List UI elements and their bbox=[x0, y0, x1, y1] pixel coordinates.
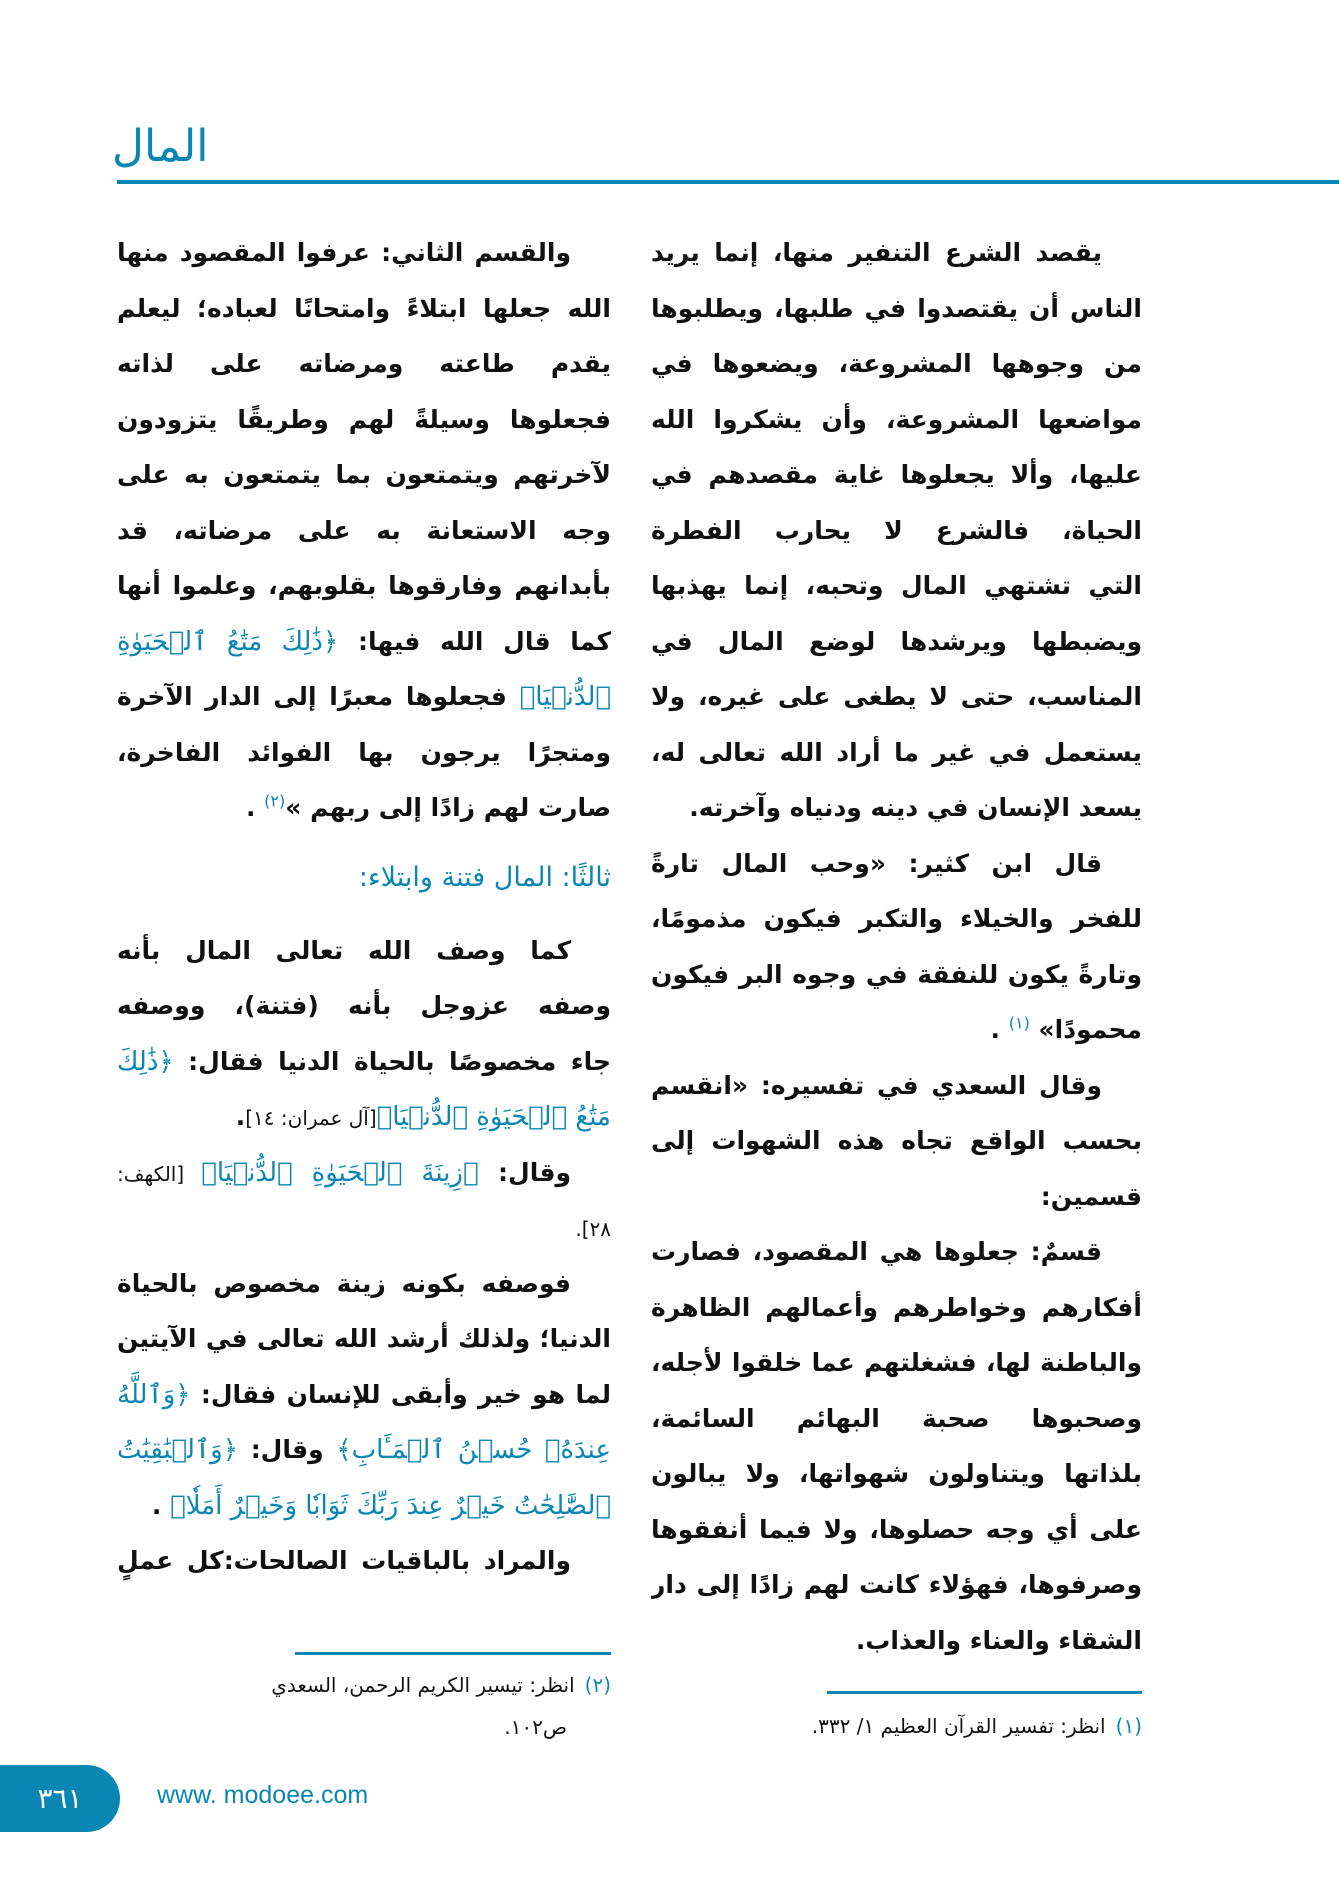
text-line bbox=[651, 891, 1142, 947]
text-line bbox=[651, 1113, 1142, 1169]
text-segment: فجعلوها وسيلةً لهم وطريقًا يتزودون bbox=[117, 404, 611, 434]
text-line bbox=[651, 1502, 1142, 1558]
footnote-2 bbox=[117, 1664, 611, 1748]
quran-verse: ٱلدُّنۡيَا﴾ bbox=[519, 682, 611, 712]
footnote-divider-right bbox=[827, 1691, 1142, 1694]
text-line bbox=[117, 669, 611, 725]
text-line bbox=[117, 1089, 611, 1145]
text-line bbox=[117, 447, 611, 503]
footnote-number: (٢) bbox=[584, 1673, 611, 1697]
text-segment: وجه الاستعانة به على مرضاته، قد bbox=[117, 515, 611, 545]
text-line bbox=[651, 1557, 1142, 1613]
text-segment: فجعلوها معبرًا إلى الدار الآخرة bbox=[117, 682, 520, 711]
text-line bbox=[651, 947, 1142, 1003]
text-segment: والقسم الثاني: عرفوا المقصود منها bbox=[117, 238, 571, 267]
text-segment: يستعمل في غير ما أراد الله تعالى له، bbox=[651, 737, 1142, 767]
text-line bbox=[117, 392, 611, 448]
text-line bbox=[651, 1446, 1142, 1502]
text-segment: على أي وجه حصلوها، ولا فيما أنفقوها bbox=[651, 1514, 1142, 1544]
text-line bbox=[651, 725, 1142, 781]
left-text-column bbox=[117, 225, 611, 1589]
text-line bbox=[117, 558, 611, 614]
text-segment: أفكارهم وخواطرهم وأعمالهم الظاهرة bbox=[651, 1292, 1142, 1322]
text-line bbox=[117, 780, 611, 836]
page-number-badge: ٣٦١ bbox=[0, 1765, 120, 1832]
text-segment: . bbox=[990, 1015, 1009, 1044]
text-segment: كما قال الله فيها: bbox=[338, 626, 611, 656]
text-line bbox=[117, 1367, 611, 1423]
text-segment: الناس أن يقتصدوا في طلبها، ويطلبوها bbox=[651, 293, 1142, 323]
text-line bbox=[117, 1200, 611, 1256]
text-segment: لآخرتهم ويتمتعون بما يتمتعون به على bbox=[117, 460, 611, 489]
footnote-divider-left bbox=[295, 1652, 611, 1655]
text-line bbox=[651, 669, 1142, 725]
text-segment: كما وصف الله تعالى المال بأنه bbox=[117, 935, 571, 965]
quran-verse: ﴿وَٱلۡبَٰقِيَٰتُ bbox=[117, 1435, 238, 1465]
text-segment: من وجوهها المشروعة، ويضعوها في bbox=[651, 349, 1142, 378]
text-segment: قال ابن كثير: «وحب المال تارةً bbox=[651, 848, 1102, 878]
text-segment: . bbox=[151, 1490, 171, 1520]
text-segment: . bbox=[245, 793, 265, 822]
text-segment: الله جعلها ابتلاءً وامتحانًا لعباده؛ ليعلم bbox=[117, 293, 611, 323]
website-link[interactable]: www. modoee.com bbox=[157, 1781, 369, 1809]
right-text-column bbox=[651, 225, 1142, 1668]
text-line bbox=[651, 836, 1142, 892]
text-line bbox=[651, 780, 1142, 836]
footnote-number: (١) bbox=[1115, 1714, 1142, 1738]
text-line bbox=[117, 1034, 611, 1090]
verse-citation: [آل عمران: ١٤] bbox=[245, 1106, 377, 1130]
text-segment: المناسب، حتى لا يطغى على غيره، ولا bbox=[651, 682, 1142, 711]
text-segment: ومتجرًا يرجون بها الفوائد الفاخرة، bbox=[117, 737, 611, 767]
text-line bbox=[651, 614, 1142, 670]
text-segment: لما هو خير وأبقى للإنسان فقال: bbox=[190, 1379, 611, 1409]
text-line bbox=[651, 558, 1142, 614]
text-segment: قسمٌ: جعلوها هي المقصود، فصارت bbox=[651, 1237, 1102, 1266]
text-line bbox=[651, 1002, 1142, 1058]
footnote-text-cont: ص١٠٢. bbox=[504, 1715, 567, 1739]
text-segment: عليها، وألا يجعلوها غاية مقصدهم في bbox=[651, 460, 1142, 489]
text-segment: وتارةً يكون للنفقة في وجوه البر فيكون bbox=[651, 959, 1142, 989]
text-line bbox=[651, 225, 1142, 281]
text-segment: وصفه عزوجل بأنه (فتنة)، ووصفه bbox=[117, 991, 611, 1020]
footnote-1 bbox=[622, 1705, 1142, 1747]
text-segment: جاء مخصوصًا بالحياة الدنيا فقال: bbox=[173, 1046, 611, 1076]
text-line bbox=[117, 1256, 611, 1312]
quran-verse: عِندَهُۥ حُسۡنُ ٱلۡمَـَٔابِ﴾ bbox=[336, 1435, 611, 1465]
text-segment: بلذاتها ويتناولون شهواتها، ولا يبالون bbox=[651, 1459, 1142, 1488]
text-line bbox=[117, 725, 611, 781]
text-segment: مواضعها المشروعة، وأن يشكروا الله bbox=[651, 404, 1142, 434]
text-line bbox=[117, 225, 611, 281]
text-segment: فوصفه بكونه زينة مخصوص بالحياة bbox=[117, 1268, 571, 1298]
section-heading: ثالثًا: المال فتنة وابتلاء: bbox=[358, 861, 611, 893]
text-segment: الشقاء والعناء والعذاب. bbox=[855, 1625, 1142, 1655]
text-segment: وقال: bbox=[237, 1435, 337, 1464]
text-segment: قسمين: bbox=[1040, 1181, 1142, 1211]
text-segment: يقدم طاعته ومرضاته على لذاته bbox=[117, 349, 611, 378]
header-divider bbox=[117, 180, 1339, 184]
footnote-reference: (١) bbox=[1008, 1013, 1030, 1033]
quran-verse: ﴿ذَٰلِكَ مَتَٰعُ ٱلۡحَيَوٰةِ bbox=[117, 626, 339, 657]
text-line bbox=[651, 1335, 1142, 1391]
chapter-title: المال bbox=[112, 121, 209, 172]
text-line bbox=[117, 923, 611, 979]
quran-verse: مَتَٰعُ ٱلۡحَيَوٰةِ ٱلدُّنۡيَا﴾ bbox=[376, 1102, 611, 1132]
footnote-reference: (٢) bbox=[264, 791, 286, 811]
text-line bbox=[651, 281, 1142, 337]
text-line bbox=[651, 392, 1142, 448]
text-segment: بحسب الواقع تجاه هذه الشهوات إلى bbox=[651, 1126, 1142, 1155]
text-line bbox=[117, 1478, 611, 1534]
text-line bbox=[651, 336, 1142, 392]
text-segment: الحياة، فالشرع لا يحارب الفطرة bbox=[651, 515, 1142, 545]
text-line bbox=[117, 614, 611, 670]
footnote-text: انظر: تيسير الكريم الرحمن، السعدي bbox=[271, 1673, 575, 1697]
quran-verse: ﴿زِينَةَ ٱلۡحَيَوٰةِ ٱلدُّنۡيَا﴾ bbox=[201, 1157, 479, 1188]
verse-citation: [الكهف: bbox=[117, 1161, 202, 1186]
text-segment: والمراد بالباقيات الصالحات:كل عملٍ bbox=[117, 1546, 571, 1575]
text-segment: يقصد الشرع التنفير منها، إنما يريد bbox=[651, 238, 1102, 267]
text-line bbox=[117, 503, 611, 559]
text-line bbox=[117, 1311, 611, 1367]
text-line bbox=[117, 1533, 611, 1589]
text-segment: وصحبوها صحبة البهائم السائمة، bbox=[651, 1403, 1142, 1433]
text-segment: التي تشتهي المال وتحبه، إنما يهذبها bbox=[651, 571, 1142, 600]
text-segment: وصرفوها، فهؤلاء كانت لهم زادًا إلى دار bbox=[651, 1570, 1142, 1599]
quran-verse: ﴿ذَٰلِكَ bbox=[117, 1046, 174, 1077]
text-segment: محمودًا» bbox=[1029, 1015, 1142, 1044]
text-line bbox=[651, 1280, 1142, 1336]
text-line bbox=[651, 1613, 1142, 1669]
text-segment: وقال السعدي في تفسيره: «انقسم bbox=[651, 1070, 1102, 1100]
text-line bbox=[117, 1145, 611, 1201]
text-line bbox=[651, 1058, 1142, 1114]
text-segment: وقال: bbox=[478, 1157, 571, 1187]
quran-verse: ﴿وَٱللَّهُ bbox=[117, 1379, 191, 1410]
text-line bbox=[651, 1391, 1142, 1447]
text-segment: والباطنة لها، فشغلتهم عما خلقوا لأجله، bbox=[651, 1348, 1142, 1377]
verse-citation: ٢٨]. bbox=[575, 1217, 611, 1241]
text-line bbox=[117, 336, 611, 392]
text-segment: يسعد الإنسان في دينه ودنياه وآخرته. bbox=[689, 793, 1142, 822]
text-line bbox=[651, 1224, 1142, 1280]
text-segment: . bbox=[235, 1102, 246, 1131]
text-line bbox=[117, 1422, 611, 1478]
text-line bbox=[651, 1169, 1142, 1225]
text-line bbox=[117, 978, 611, 1034]
text-line bbox=[651, 503, 1142, 559]
text-segment: بأبدانهم وفارقوها بقلوبهم، وعلموا أنها bbox=[117, 571, 611, 600]
text-line bbox=[651, 447, 1142, 503]
text-segment: الدنيا؛ ولذلك أرشد الله تعالى في الآيتين bbox=[117, 1324, 611, 1353]
quran-verse: ٱلصَّٰلِحَٰتُ خَيۡرٌ عِندَ رَبِّكَ ثَوَابٗا وَخَيۡرٌ أَمَلٗا﴾ bbox=[170, 1490, 611, 1521]
text-line bbox=[117, 281, 611, 337]
text-segment: صارت لهم زادًا إلى ربهم » bbox=[285, 793, 611, 822]
text-segment: ويضبطها ويرشدها لوضع المال في bbox=[651, 626, 1142, 656]
text-segment: للفخر والخيلاء والتكبر فيكون مذمومًا، bbox=[651, 904, 1142, 933]
footnote-text: انظر: تفسير القرآن العظيم ١/ ٣٣٢. bbox=[811, 1714, 1106, 1738]
